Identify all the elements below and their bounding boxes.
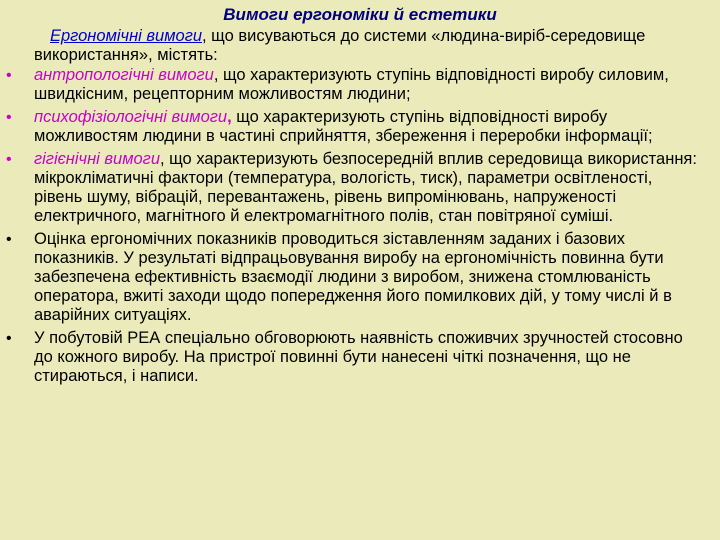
bullet-item-anthropological <box>0 66 720 104</box>
bullet-marker: • <box>6 330 12 347</box>
bullet-marker: • <box>6 109 12 126</box>
bullet-text: , що характеризують безпосередній вплив середовища використання: мікрокліматичні фактори (температура, вологість, тиск), параметри освітленості, рівень шуму, вібрацій, перевантажень, рівень випромінювань, напруженості електричного, магнітного й електромагнітного полів, стан повітряної суміші. <box>34 150 697 225</box>
bullet-marker: • <box>6 231 12 248</box>
bullet-item-evaluation <box>0 230 720 325</box>
bullet-text: Оцінка ергономічних показників проводиться зіставленням заданих і базових показників. У результаті відпрацьовування виробу на ергономічність повинна бути забезпечена ефективність взаємодії людини з виробом, знижена стомлюваність оператора, вжиті заходи щодо попередження його помилкових дій, у тому числі й в аварійних ситуаціях. <box>34 230 672 324</box>
bullet-text: У побутовій РЕА спеціально обговорюють наявність споживчих зручностей стосовно до кожного виробу. На пристрої повинні бути нанесені чіткі позначення, що не стираються, і написи. <box>34 329 683 385</box>
intro-term: Ергономічні вимоги <box>50 27 203 45</box>
bullet-marker: • <box>6 67 12 84</box>
intro-text: , що висуваються до системи «людина-виріб-середовище використання», містять: <box>34 27 646 64</box>
bullet-text: , що характеризують ступінь відповідності виробу силовим, швидкісним, рецепторним можливостям людини; <box>34 66 669 103</box>
bullet-list <box>0 66 720 390</box>
bullet-text: що характеризують ступінь відповідності виробу можливостям людини в частині сприйняття, збереження і переробки інформації; <box>34 108 653 145</box>
slide-title: Вимоги ергономіки й естетики <box>223 5 497 24</box>
bullet-term: гігієнічні вимоги <box>34 150 160 168</box>
bullet-item-household <box>0 329 720 386</box>
bullet-marker: • <box>6 151 12 168</box>
bullet-item-hygienic <box>0 150 720 226</box>
intro-paragraph <box>34 27 674 65</box>
bullet-term-suffix: , <box>227 108 232 126</box>
bullet-item-psychophysiological <box>0 108 720 146</box>
bullet-term: антропологічні вимоги <box>34 66 214 84</box>
bullet-term: психофізіологічні вимоги <box>34 108 228 126</box>
